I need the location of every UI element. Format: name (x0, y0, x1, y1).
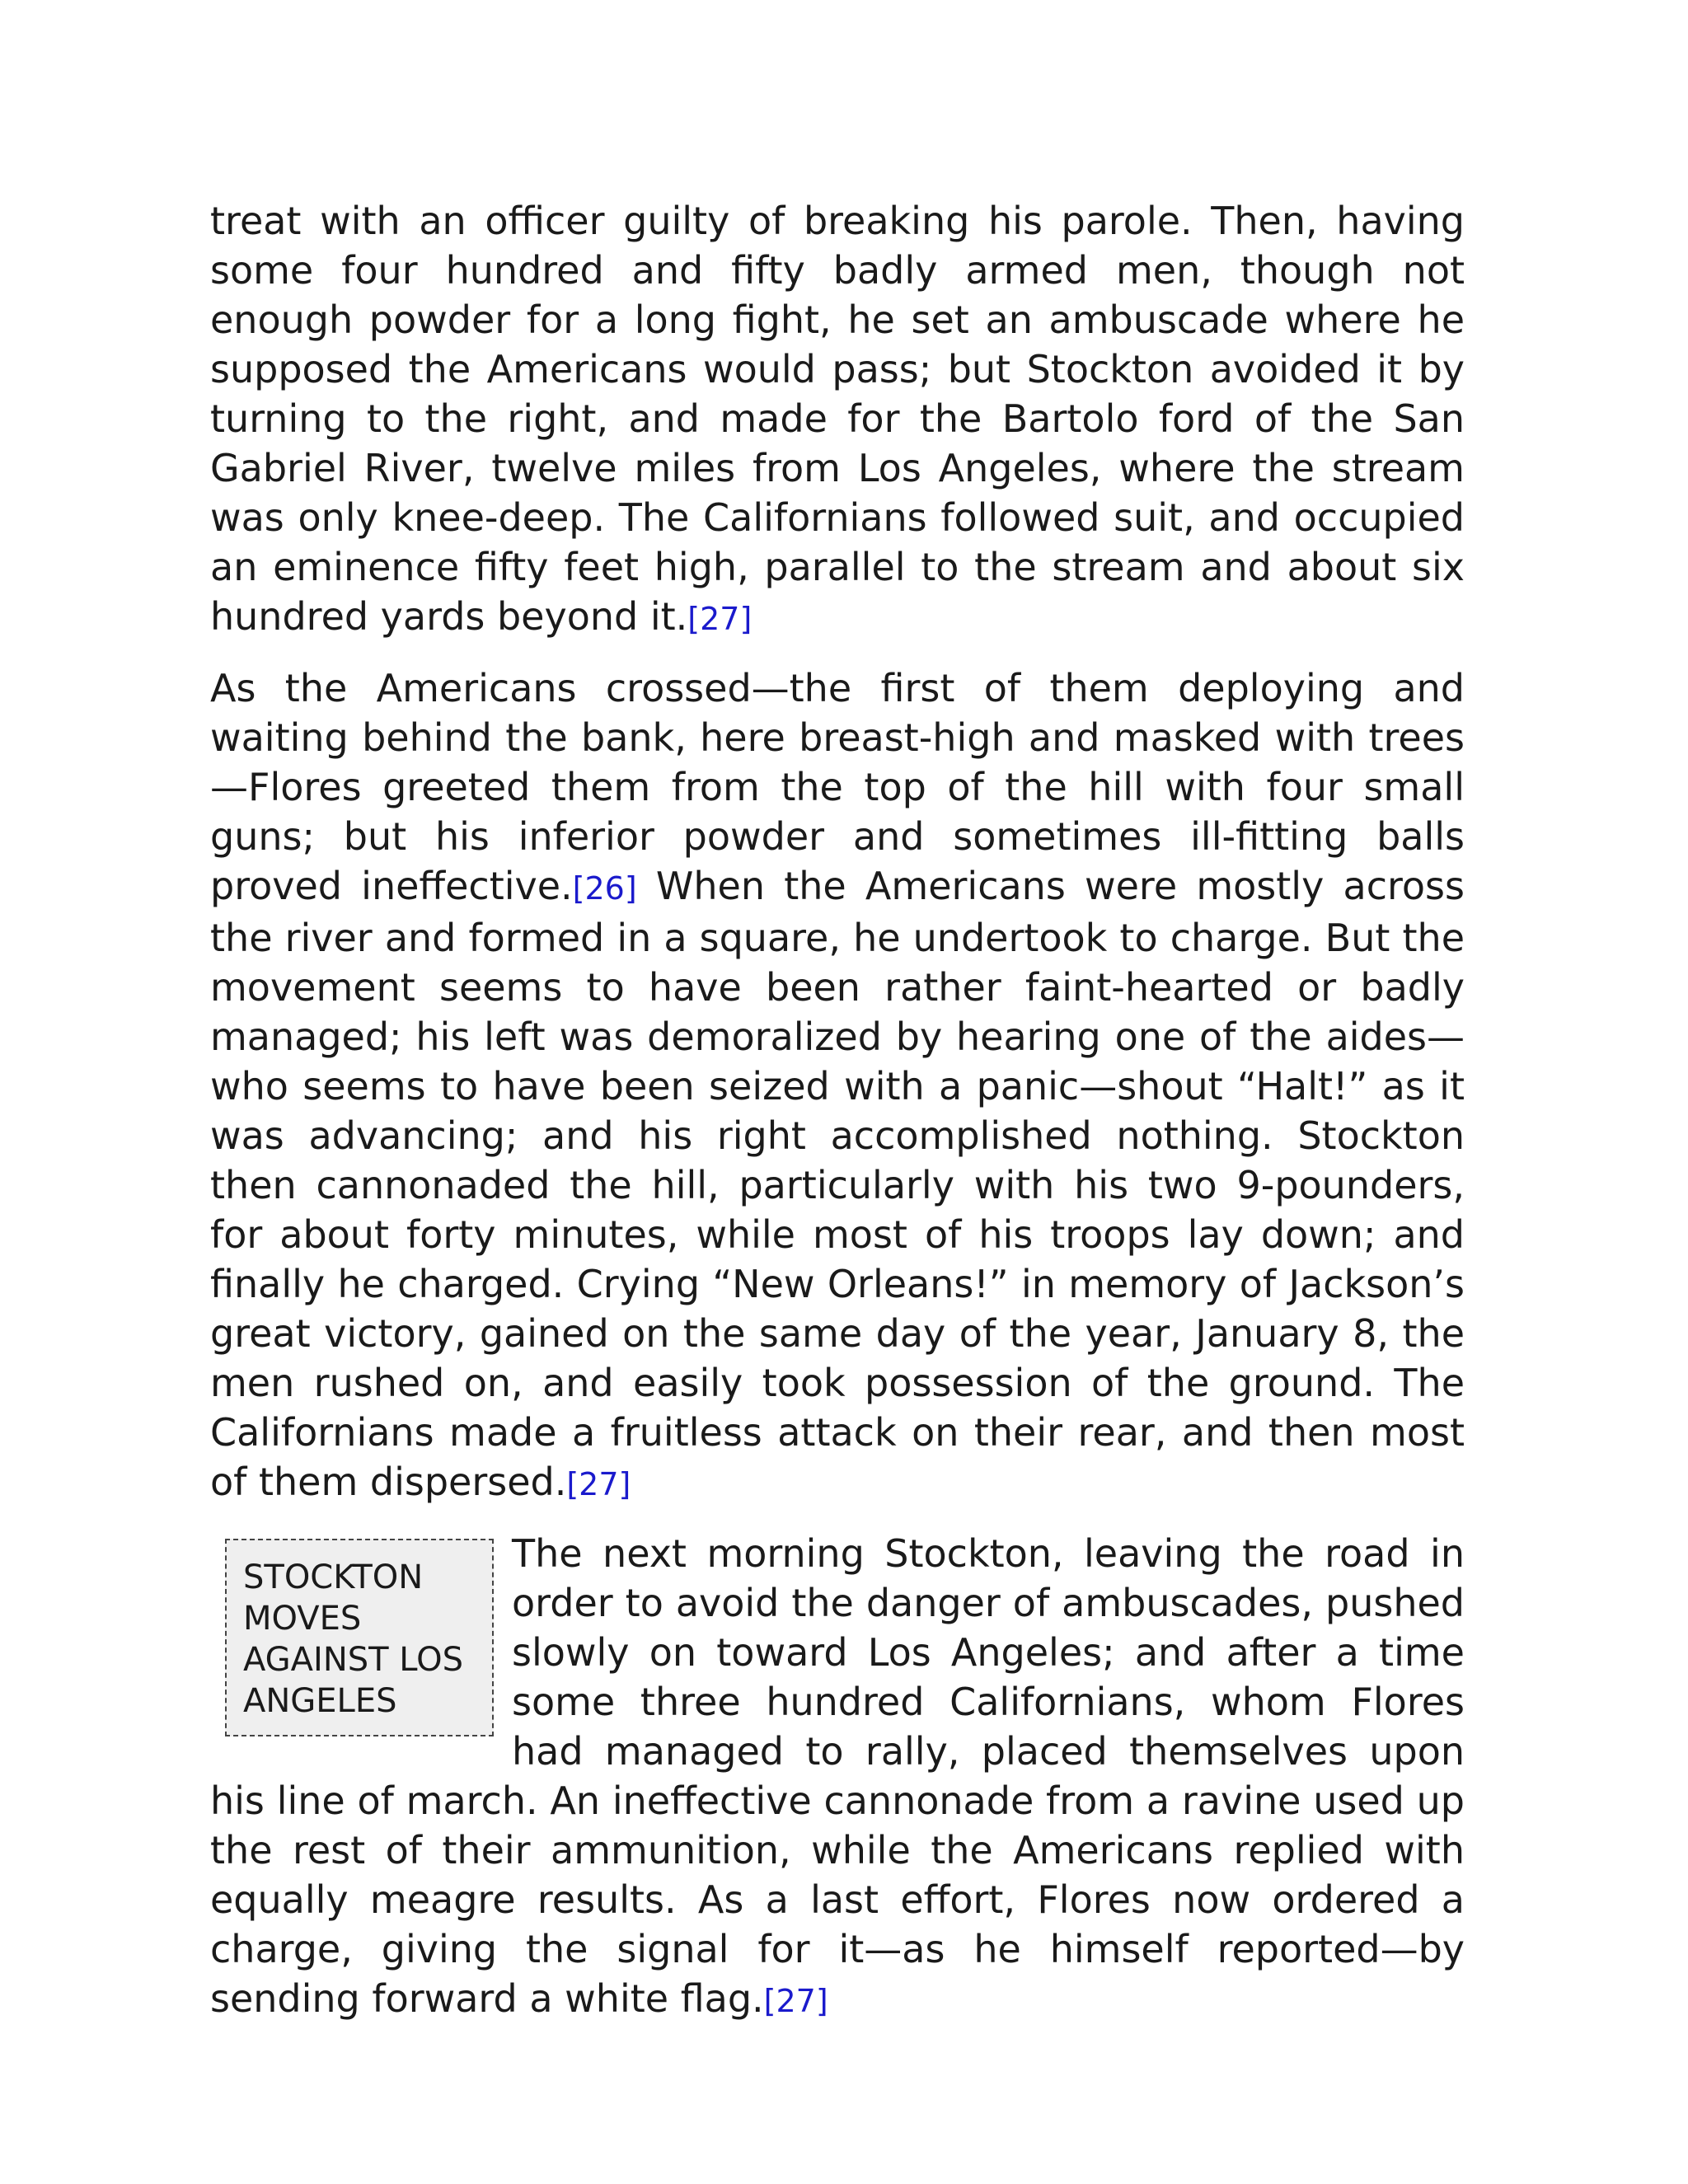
footnote-link[interactable]: [26] (572, 870, 637, 907)
footnote-link[interactable]: [27] (687, 601, 753, 637)
paragraph-text: As the Americans crossed—the first of them deploying and waiting behind the bank, here breast-high and masked with trees—Flores greeted them from the top of the hill with four small guns; but his inferior powder and sometimes ill-fitting balls proved ineffective. (210, 666, 1465, 908)
paragraph-1 (210, 196, 1465, 644)
sidenote-box: STOCKTON MOVES AGAINST LOS ANGELES (225, 1539, 494, 1736)
page-body (210, 196, 1465, 2046)
paragraph-text: When the Americans were mostly across the river and formed in a square, he undertook to charge. But the movement seems to have been rather faint-hearted or badly managed; his left was demoralized by hearing one of the aides—who seems to have been seized with a panic—shout “Halt!” as it was advancing; and his right accomplished nothing. Stockton then cannonaded the hill, particularly with his two 9-pounders, for about forty minutes, while most of his troops lay down; and finally he charged. Crying “New Orleans!” in memory of Jackson’s great victory, gained on the same day of the year, January 8, the men rushed on, and easily took possession of the ground. The Californians made a fruitless attack on their rear, and then most of them dispersed. (210, 864, 1465, 1504)
footnote-link[interactable]: [27] (763, 1983, 828, 2019)
paragraph-2 (210, 663, 1465, 1509)
paragraph-3 (210, 1529, 1465, 2026)
paragraph-text: treat with an officer guilty of breaking his parole. Then, having some four hundred and fifty badly armed men, though not enough powder for a long fight, he set an ambuscade where he supposed the Americans would pass; but Stockton avoided it by turning to the right, and made for the Bartolo ford of the San Gabriel River, twelve miles from Los Angeles, where the stream was only knee-deep. The Californians followed suit, and occupied an eminence fifty feet high, parallel to the stream and about six hundred yards beyond it. (210, 199, 1465, 639)
footnote-link[interactable]: [27] (566, 1466, 631, 1502)
paragraph-text: The next morning Stockton, leaving the road in order to avoid the danger of ambuscades, pushed slowly on toward Los Angeles; and after a time some three hundred Californians, whom Flores had managed to rally, placed themselves upon his line of march. An ineffective cannonade from a ravine used up the rest of their ammunition, while the Americans replied with equally meagre results. As a last effort, Flores now ordered a charge, giving the signal for it—as he himself reported—by sending forward a white flag. (210, 1531, 1465, 2021)
